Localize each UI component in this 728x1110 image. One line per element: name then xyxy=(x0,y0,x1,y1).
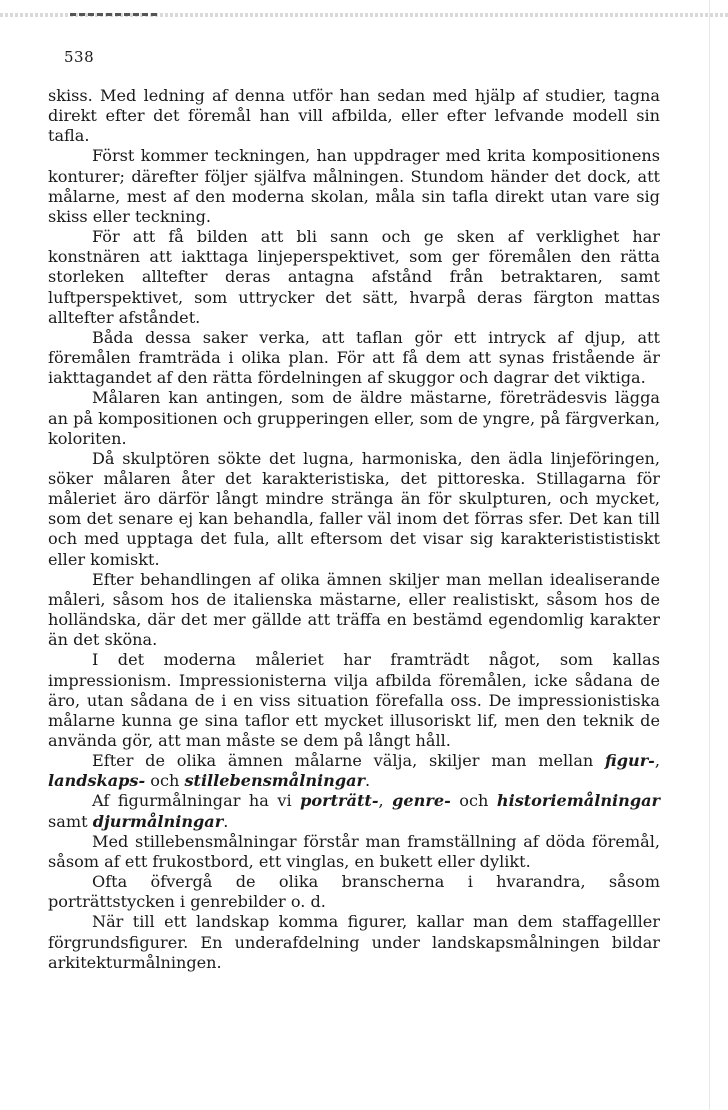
term-landscape: landskaps- xyxy=(48,771,146,791)
top-scan-mark xyxy=(70,13,160,16)
paragraph-text: , xyxy=(378,791,393,811)
paragraph: För att få bilden att bli sann och ge sken af verklighet har konstnären att iakttaga linjeperspektivet, som ger föremålen den rätta storleken alltefter deras antagna afstånd från betraktaren, samt luftperspektivet, som uttrycker det sätt, hvarpå deras färgton mattas alltefter afståndet. xyxy=(48,227,660,327)
paragraph-text: . xyxy=(223,811,229,831)
term-animal: djurmålningar xyxy=(92,811,224,831)
page-number: 538 xyxy=(64,48,95,66)
paragraph: Målaren kan antingen, som de äldre mästarne, företrädesvis lägga an på kompositionen och grupperingen eller, som de yngre, på färgverkan, koloriten. xyxy=(48,388,660,448)
paragraph-painting-genres xyxy=(48,751,660,791)
paragraph: Ofta öfvergå de olika branscherna i hvarandra, såsom porträttstycken i genrebilder o. d. xyxy=(48,872,660,912)
paragraph-figure-paintings xyxy=(48,791,660,831)
term-figure: figur- xyxy=(605,751,655,771)
paragraph-text: . xyxy=(365,771,371,791)
paragraph: I det moderna måleriet har framträdt något, som kallas impressionism. Impressionisterna vilja afbilda föremålen, icke sådana de äro, utan sådana de i en viss situation förefalla oss. De impressionistiska målarne kunna ge sina taflor ett mycket illusoriskt lif, men den teknik de använda gör, att man måste se dem på långt håll. xyxy=(48,650,660,750)
paragraph: Båda dessa saker verka, att taflan gör ett intryck af djup, att föremålen framträda i olika plan. För att få dem att synas fristående är iakttagandet af den rätta fördelningen af skuggor och dagrar det viktiga. xyxy=(48,327,660,388)
paragraph-text: och xyxy=(450,791,497,811)
paragraph: skiss. Med ledning af denna utför han sedan med hjälp af studier, tagna direkt efter det föremål han vill afbilda, eller efter lefvande modell sin tafla. xyxy=(48,86,660,146)
paragraph: När till ett landskap komma figurer, kallar man dem staffagelller förgrundsfigurer. En underafdelning under landskapsmålningen bildar arkitekturmålningen. xyxy=(48,912,660,972)
paragraph-text: och xyxy=(145,771,185,791)
paragraph-text: Af figurmålningar ha vi xyxy=(92,791,301,811)
term-portrait: porträtt- xyxy=(300,791,379,811)
right-page-edge xyxy=(709,0,710,1110)
paragraph: Först kommer teckningen, han uppdrager med krita kompositionens konturer; därefter följer själfva målningen. Stundom händer det dock, att målarne, mest af den moderna skolan, måla sin tafla direkt utan vare sig skiss eller teckning. xyxy=(48,146,660,226)
paragraph: Efter behandlingen af olika ämnen skiljer man mellan idealiserande måleri, såsom hos de italienska mästarne, eller realistiskt, såsom hos de holländska, där det mer gällde att träffa en bestämd egendomlig karakter än det sköna. xyxy=(48,569,660,650)
paragraph: Med stillebensmålningar förstår man framställning af döda föremål, såsom af ett frukostbord, ett vinglas, en bukett eller dylikt. xyxy=(48,831,660,871)
paragraph: Då skulptören sökte det lugna, harmoniska, den ädla linjeföringen, söker målaren åter det karakteristiska, det pittoreska. Stillagarna för måleriet äro därför långt mindre stränga än för skulpturen, och mycket, som det senare ej kan behandla, faller väl inom det förras sfer. Det kan till och med upptaga det fula, allt eftersom det visar sig karakteristististiskt eller komiskt. xyxy=(48,448,660,569)
term-history: historiemålningar xyxy=(496,791,660,811)
body-text xyxy=(48,86,660,973)
term-genre: genre- xyxy=(392,791,451,811)
paragraph-text: , xyxy=(654,751,660,771)
paragraph-text: Efter de olika ämnen målarne välja, skiljer man mellan xyxy=(92,751,606,771)
term-still-life: stillebensmålningar xyxy=(184,771,366,791)
paragraph-text: samt xyxy=(48,811,93,831)
